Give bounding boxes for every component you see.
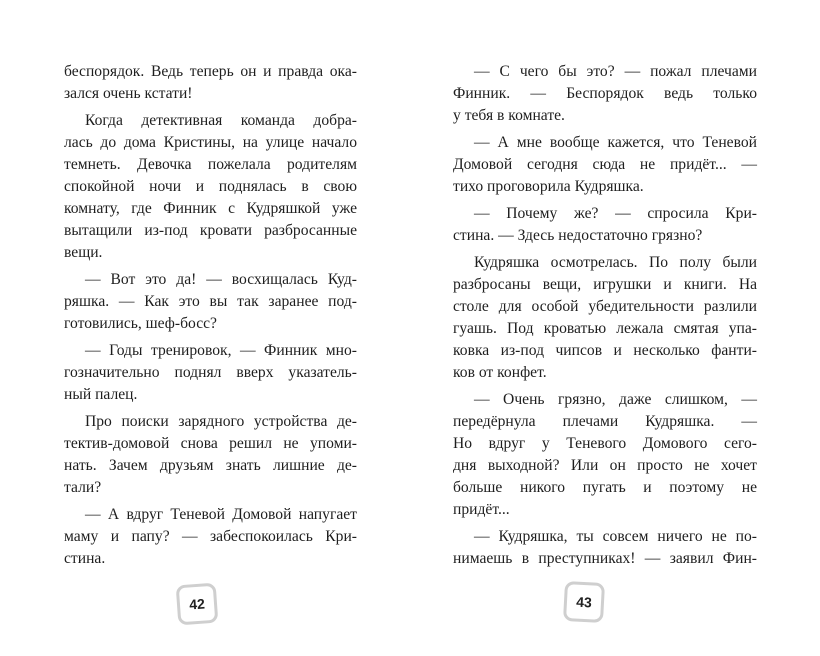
- text-line: вещи.: [64, 244, 103, 261]
- text-line: дня выходной? Или он просто не хочет: [453, 457, 757, 474]
- text-line: гозначительно поднял вверх указатель-: [64, 364, 357, 381]
- text-line: готовились, шеф-босс?: [64, 315, 217, 332]
- text-line: разбросаны вещи, игрушки и книги. На: [453, 276, 757, 293]
- text-line: ков от конфет.: [453, 364, 547, 381]
- page-number-left: 42: [176, 583, 219, 626]
- text-line: Но вдруг у Теневого Домового сего-: [453, 435, 757, 452]
- text-line: — А мне вообще кажется, что Теневой: [474, 134, 757, 151]
- text-line: ный палец.: [64, 386, 138, 403]
- text-line: — Очень грязно, даже слишком, —: [474, 391, 757, 408]
- text-line: у тебя в комнате.: [453, 107, 565, 124]
- text-line: ряшка. — Как это вы так заранее под-: [64, 293, 357, 310]
- right-page-text: [453, 61, 757, 570]
- text-line: — Почему же? — спросила Кри-: [474, 205, 757, 222]
- text-line: стина.: [64, 550, 106, 567]
- text-line: комнату, где Финник с Кудряшкой уже: [64, 200, 357, 217]
- text-line: — Вот это да! — восхищалась Куд-: [85, 271, 357, 288]
- text-line: тектив-домовой снова решил не упоми-: [64, 435, 357, 452]
- text-line: Финник. — Беспорядок ведь только: [453, 85, 757, 102]
- text-line: зался очень кстати!: [64, 85, 193, 102]
- text-line: передёрнула плечами Кудряшка. —: [453, 413, 757, 430]
- text-line: лась до дома Кристины, на улице начало: [64, 134, 357, 151]
- text-line: — Годы тренировок, — Финник мно-: [85, 342, 357, 359]
- text-line: Кудряшка осмотрелась. По полу были: [474, 254, 757, 271]
- text-line: больше никого пугать и поэтому не: [453, 479, 757, 496]
- text-line: спокойной ночи и поднялась в свою: [64, 178, 357, 195]
- text-line: маму и папу? — забеспокоилась Кри-: [64, 528, 357, 545]
- left-page-text: [64, 61, 357, 570]
- text-line: — Кудряшка, ты совсем ничего не по-: [474, 528, 757, 545]
- text-line: нимаешь в преступниках! — заявил Фин-: [453, 550, 757, 567]
- page-number-right: 43: [563, 581, 605, 623]
- text-line: тихо проговорила Кудряшка.: [453, 178, 644, 195]
- text-line: нать. Зачем друзьям знать лишние де-: [64, 457, 357, 474]
- text-line: Про поиски зарядного устройства де-: [85, 413, 357, 430]
- text-line: — А вдруг Теневой Домовой напугает: [85, 506, 357, 523]
- text-line: беспорядок. Ведь теперь он и правда ока-: [64, 63, 357, 80]
- text-line: — С чего бы это? — пожал плечами: [474, 63, 757, 80]
- text-line: Домовой сегодня сюда не придёт... —: [453, 156, 757, 173]
- text-line: вытащили из-под кровати разбросанные: [64, 222, 357, 239]
- text-line: ковка из-под чипсов и несколько фанти-: [453, 342, 757, 359]
- text-line: столе для особой убедительности разлили: [453, 298, 757, 315]
- text-line: гуашь. Под кроватью лежала смятая упа-: [453, 320, 757, 337]
- text-line: придёт...: [453, 501, 510, 518]
- text-line: тали?: [64, 479, 102, 496]
- text-line: стина. — Здесь недостаточно грязно?: [453, 227, 703, 244]
- text-line: темнеть. Девочка пожелала родителям: [64, 156, 357, 173]
- text-line: Когда детективная команда добра-: [85, 112, 357, 129]
